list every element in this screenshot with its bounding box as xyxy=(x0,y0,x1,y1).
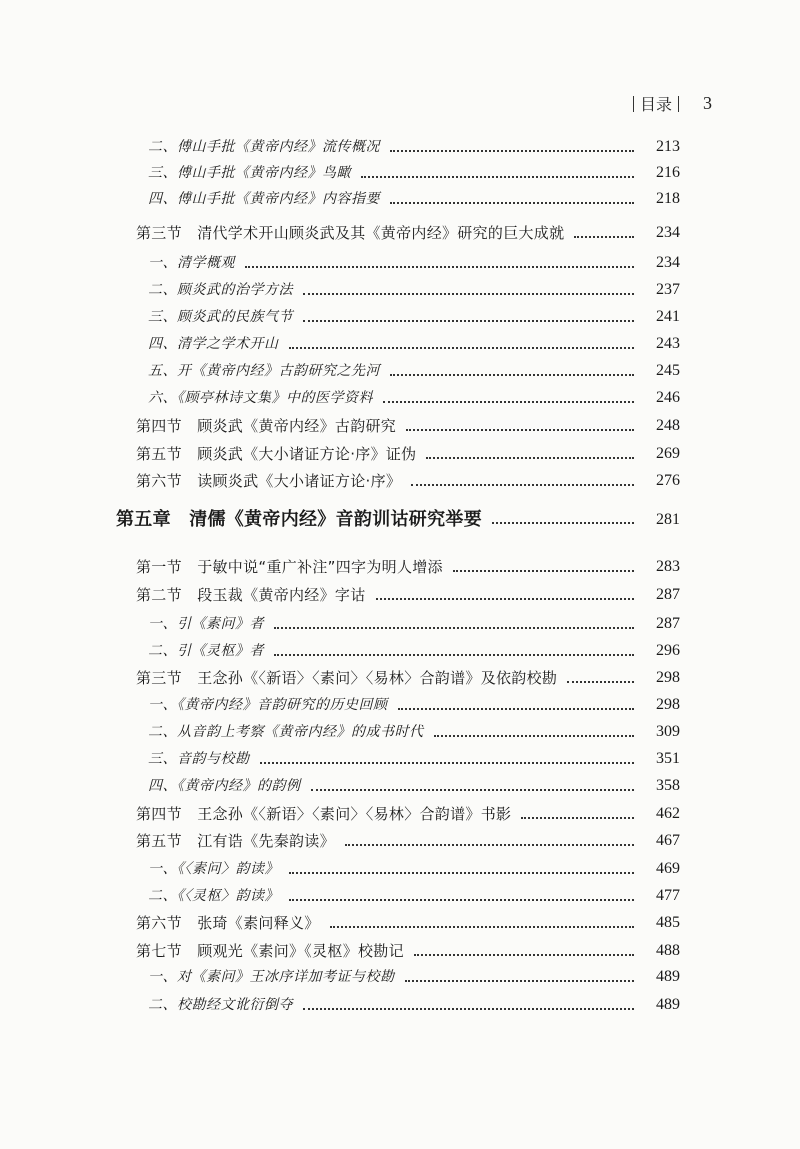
toc-leader-dots xyxy=(492,522,634,524)
toc-entry-page: 243 xyxy=(656,335,680,352)
toc-entry-page: 216 xyxy=(656,164,680,181)
toc-subsection-entry xyxy=(0,277,800,303)
toc-entry-page: 276 xyxy=(656,472,680,489)
toc-subsection-entry xyxy=(0,692,800,718)
toc-leader-dots xyxy=(303,1008,634,1010)
toc-entry-title: 六、《顾亭林诗文集》中的医学资料 xyxy=(148,390,373,406)
toc-leader-dots xyxy=(453,570,634,572)
toc-entry-page: 218 xyxy=(656,190,680,207)
toc-section-entry xyxy=(0,910,800,936)
toc-section-entry xyxy=(0,828,800,854)
toc-leader-dots xyxy=(345,844,634,846)
toc-section-entry xyxy=(0,665,800,691)
toc-entry-title: 第二节 段玉裁《黄帝内经》字诂 xyxy=(136,586,366,604)
toc-entry-title: 第五节 江有诰《先秦韵读》 xyxy=(136,832,335,850)
toc-subsection-entry xyxy=(0,304,800,330)
toc-entry-title: 二、引《灵枢》者 xyxy=(148,643,264,659)
toc-entry-title: 三、音韵与校勘 xyxy=(148,751,250,767)
toc-entry-page: 462 xyxy=(656,805,680,822)
toc-subsection-entry xyxy=(0,856,800,882)
toc-entry-page: 296 xyxy=(656,642,680,659)
toc-entry-page: 234 xyxy=(656,224,680,241)
toc-leader-dots xyxy=(303,293,634,295)
header-divider-left xyxy=(633,96,634,112)
toc-subsection-entry xyxy=(0,160,800,186)
toc-subsection-entry xyxy=(0,385,800,411)
toc-entry-title: 二、校勘经文讹衍倒夺 xyxy=(148,997,293,1013)
toc-leader-dots xyxy=(361,176,634,178)
toc-section-entry xyxy=(0,220,800,246)
header-label: 目录 xyxy=(639,95,672,114)
toc-subsection-entry xyxy=(0,331,800,357)
toc-entry-title: 第三节 王念孙《〈新语〉〈素问〉〈易林〉合韵谱》及依韵校勘 xyxy=(136,669,558,687)
toc-leader-dots xyxy=(405,980,634,982)
toc-section-entry xyxy=(0,468,800,494)
toc-entry-page: 237 xyxy=(656,281,680,298)
toc-leader-dots xyxy=(411,484,634,486)
toc-entry-page: 469 xyxy=(656,860,680,877)
toc-leader-dots xyxy=(376,598,634,600)
toc-section-entry xyxy=(0,554,800,580)
toc-leader-dots xyxy=(434,735,634,737)
toc-entry-title: 一、清学概观 xyxy=(148,255,235,271)
toc-entry-title: 第一节 于敏中说“重广补注”四字为明人增添 xyxy=(136,558,443,576)
toc-leader-dots xyxy=(383,401,634,403)
toc-subsection-entry xyxy=(0,719,800,745)
toc-leader-dots xyxy=(303,320,634,322)
toc-subsection-entry xyxy=(0,250,800,276)
toc-subsection-entry xyxy=(0,964,800,990)
toc-entry-title: 三、顾炎武的民族气节 xyxy=(148,309,293,325)
toc-entry-page: 351 xyxy=(656,750,680,767)
toc-leader-dots xyxy=(406,429,634,431)
toc-entry-page: 213 xyxy=(656,138,680,155)
toc-entry-page: 489 xyxy=(656,996,680,1013)
toc-entry-title: 二、《〈灵枢〉韵读》 xyxy=(148,888,279,904)
page-number: 3 xyxy=(703,93,712,113)
running-header xyxy=(633,92,712,115)
toc-entry-title: 四、傅山手批《黄帝内经》内容指要 xyxy=(148,191,380,207)
toc-entry-page: 246 xyxy=(656,389,680,406)
toc-leader-dots xyxy=(426,457,634,459)
toc-entry-title: 三、傅山手批《黄帝内经》鸟瞰 xyxy=(148,165,351,181)
toc-entry-title: 一、对《素问》王冰序详加考证与校勘 xyxy=(148,969,395,985)
toc-subsection-entry xyxy=(0,186,800,212)
toc-subsection-entry xyxy=(0,992,800,1018)
toc-entry-title: 四、《黄帝内经》的韵例 xyxy=(148,778,301,794)
toc-leader-dots xyxy=(574,236,634,238)
toc-section-entry xyxy=(0,582,800,608)
toc-entry-page: 309 xyxy=(656,723,680,740)
toc-entry-page: 489 xyxy=(656,968,680,985)
toc-leader-dots xyxy=(521,817,634,819)
toc-entry-title: 第七节 顾观光《素问》《灵枢》校勘记 xyxy=(136,942,404,960)
toc-section-entry xyxy=(0,938,800,964)
toc-leader-dots xyxy=(260,762,634,764)
toc-leader-dots xyxy=(398,708,634,710)
toc-entry-title: 第五章 清儒《黄帝内经》音韵训诂研究举要 xyxy=(116,509,482,530)
toc-entry-title: 一、《黄帝内经》音韵研究的历史回顾 xyxy=(148,697,388,713)
toc-entry-page: 281 xyxy=(656,511,680,528)
toc-entry-page: 287 xyxy=(656,615,680,632)
toc-leader-dots xyxy=(390,150,634,152)
toc-leader-dots xyxy=(390,374,634,376)
toc-leader-dots xyxy=(245,266,634,268)
toc-leader-dots xyxy=(289,872,634,874)
toc-leader-dots xyxy=(289,899,634,901)
toc-entry-title: 二、顾炎武的治学方法 xyxy=(148,282,293,298)
toc-leader-dots xyxy=(567,681,634,683)
toc-leader-dots xyxy=(414,954,634,956)
toc-entry-page: 283 xyxy=(656,558,680,575)
toc-entry-page: 245 xyxy=(656,362,680,379)
toc-subsection-entry xyxy=(0,746,800,772)
toc-leader-dots xyxy=(274,654,634,656)
toc-entry-page: 298 xyxy=(656,696,680,713)
toc-entry-page: 488 xyxy=(656,942,680,959)
toc-section-entry xyxy=(0,801,800,827)
toc-leader-dots xyxy=(390,202,634,204)
toc-section-entry xyxy=(0,413,800,439)
toc-entry-title: 第六节 读顾炎武《大小诸证方论·序》 xyxy=(136,472,402,490)
toc-entry-page: 269 xyxy=(656,445,680,462)
toc-entry-title: 第三节 清代学术开山顾炎武及其《黄帝内经》研究的巨大成就 xyxy=(136,224,565,242)
toc-entry-page: 248 xyxy=(656,417,680,434)
toc-entry-page: 467 xyxy=(656,832,680,849)
toc-entry-page: 298 xyxy=(656,669,680,686)
toc-leader-dots xyxy=(330,926,634,928)
toc-leader-dots xyxy=(274,627,634,629)
header-divider-right xyxy=(678,96,679,112)
toc-entry-title: 第五节 顾炎武《大小诸证方论·序》证伪 xyxy=(136,445,417,463)
toc-entry-title: 四、清学之学术开山 xyxy=(148,336,279,352)
toc-subsection-entry xyxy=(0,883,800,909)
toc-entry-page: 241 xyxy=(656,308,680,325)
toc-entry-page: 485 xyxy=(656,914,680,931)
toc-chapter-entry xyxy=(0,506,800,532)
toc-entry-title: 一、《〈素问〉韵读》 xyxy=(148,861,279,877)
toc-section-entry xyxy=(0,441,800,467)
toc-subsection-entry xyxy=(0,773,800,799)
toc-leader-dots xyxy=(289,347,634,349)
toc-entry-title: 一、引《素问》者 xyxy=(148,616,264,632)
toc-entry-title: 第四节 王念孙《〈新语〉〈素问〉〈易林〉合韵谱》书影 xyxy=(136,805,512,823)
toc-entry-title: 二、傅山手批《黄帝内经》流传概况 xyxy=(148,139,380,155)
toc-entry-title: 二、从音韵上考察《黄帝内经》的成书时代 xyxy=(148,724,424,740)
toc-subsection-entry xyxy=(0,638,800,664)
toc-subsection-entry xyxy=(0,611,800,637)
toc-entry-title: 五、开《黄帝内经》古韵研究之先河 xyxy=(148,363,380,379)
toc-entry-page: 234 xyxy=(656,254,680,271)
toc-entry-title: 第六节 张琦《素问释义》 xyxy=(136,914,320,932)
toc-subsection-entry xyxy=(0,358,800,384)
toc-subsection-entry xyxy=(0,134,800,160)
toc-entry-title: 第四节 顾炎武《黄帝内经》古韵研究 xyxy=(136,417,397,435)
toc-entry-page: 358 xyxy=(656,777,680,794)
toc-entry-page: 477 xyxy=(656,887,680,904)
toc-entry-page: 287 xyxy=(656,586,680,603)
toc-leader-dots xyxy=(311,789,634,791)
